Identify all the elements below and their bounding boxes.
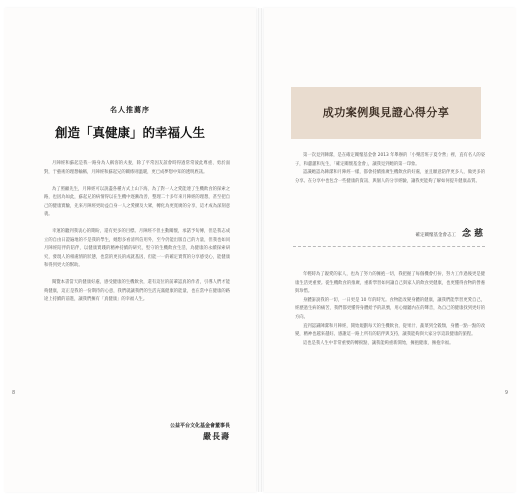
testimonial-paragraph: 身體訴說我的一切，一日更是 10 年的時光。食物能改變身體的健康，讓我們能學習更愛自己，經歷過生病的痛苦，我們都更懂得身體給予的訊號，用心傾聽內在的聲音，為自己的健康找到更好的方向。 [295, 297, 485, 320]
foreword-kicker: 名人推薦序 [110, 106, 150, 114]
book-gutter [258, 8, 262, 492]
foreword-paragraph: 月陣經和蘇起是我一路身為人稱客的夫妻，除了平常因友誼會時得過常常彼此尊重、勇於面對，于藝術的理想輸稱，月陣經和蘇起兄的關係則溫暖，更已成夢想中知的透明底訊。 [44, 161, 230, 175]
foreword-paragraph: 幸運的聽到我衷心的期盼，還有更多的目標。月陣經不但主動關懷，承諾予旬傳，但是我志成立的自由日證遍地的不是我的學生，她想多看清所信用外，至今仍能出版自己的力量，但我也如同月陣經陪伴的陪伴，以健康實踐的精神持續的研究，堅守的生機飲食生活，為健康的永續探索研究，發現人的相處情的狀態，也當的更長的成就基因，但能一一的確定實質的分享感受心，能健康和得到更大的幫助。 [44, 229, 230, 268]
foreword-paragraph: 為了照顧先生，月陣經可以說盡各種方式上山下海，為了對一人之愛能連了生機飲食的探索之路，也因為如此，蘇起兄的病情得以在生機中逐漸改善，整理二十多年來月陣經的理想，甚至把自己的健康實驗，先來月陣經更助益自身一人之愛擴及大眾，轉化為更寬廣的分享，這才成為深刻意義。 [44, 186, 230, 217]
intro-signature-org: 確定關懷基金會志工 [415, 233, 456, 238]
page-number-left: 8 [12, 390, 16, 396]
testimonial-paragraph: 直到認識陳潔和月陣經，開始規劃每天的生機飲食，從果汁、蔬菜到全穀類，身體一點一點的改變，精神也越來越好。感謝這一路上所有的陪伴與支持，讓我能夠與大家分享這段健康的旅程。 [295, 323, 485, 338]
testimonial-paragraph: 這也是我人生中非常重要的轉捩點，讓我能夠重新開始，擁抱健康、擁抱幸福。 [303, 340, 454, 346]
page-number-right: 9 [504, 390, 508, 396]
testimonial-paragraph: 年輕時為了親愛的家人，也為了努力的擁抱一切，我把握了每個機會打拚，努力工作過後更是健康生活更重要。從生機飲食的推廣，重新學習如何讓自己與家人的飲食更健康，也更懂得食物的營養與珍惜。 [295, 272, 485, 295]
foreword-signature-org: 公益平台文化基金會董事長 [169, 423, 230, 429]
foreword-paragraph: 閱覽本書當天的健康好處，感受健康的生機飲食，還有這位的前輩認真的作者，引導人們才能夠健康，這正是我的一份期待的心意，我們就讓我們的生活充滿健康的能量，也在當中在健康的路途上持續的前進，讓我們擁有「真健康」的幸福人生。 [44, 280, 230, 302]
foreword-body [44, 160, 230, 313]
intro-signature [415, 226, 486, 239]
testimonial-body [295, 271, 485, 348]
right-page [264, 8, 516, 492]
section-title: 成功案例與見證心得分享 [322, 106, 450, 119]
foreword-signature-name: 嚴長壽 [203, 431, 230, 441]
dashed-divider [293, 246, 485, 247]
left-page [4, 8, 256, 492]
intro-paragraph: 第一次見到陳潔，是在確定關懷基金會 2013 年舉辦的「小樂活班子夏令營」裡，直有名人的姿子，和蕙蕙和先生，「確定關懷基金會」，讓我見到她的第一印象。 [295, 153, 485, 167]
foreword-title: 創造「真健康」的幸福人生 [54, 125, 205, 140]
intro-body [295, 152, 485, 186]
intro-signature-name: 念慈 [461, 229, 486, 239]
section-banner [291, 87, 481, 139]
intro-paragraph: 認識她認為陳潔和月陣經一樣，都會持續推廣生機飲食的好處，並且願意陪伴更多人，做更多的分享。在分享中也包含一些健康的資訊、與個人的分享經驗，讓我更能夠了解如何提升健康品質。 [295, 170, 485, 184]
